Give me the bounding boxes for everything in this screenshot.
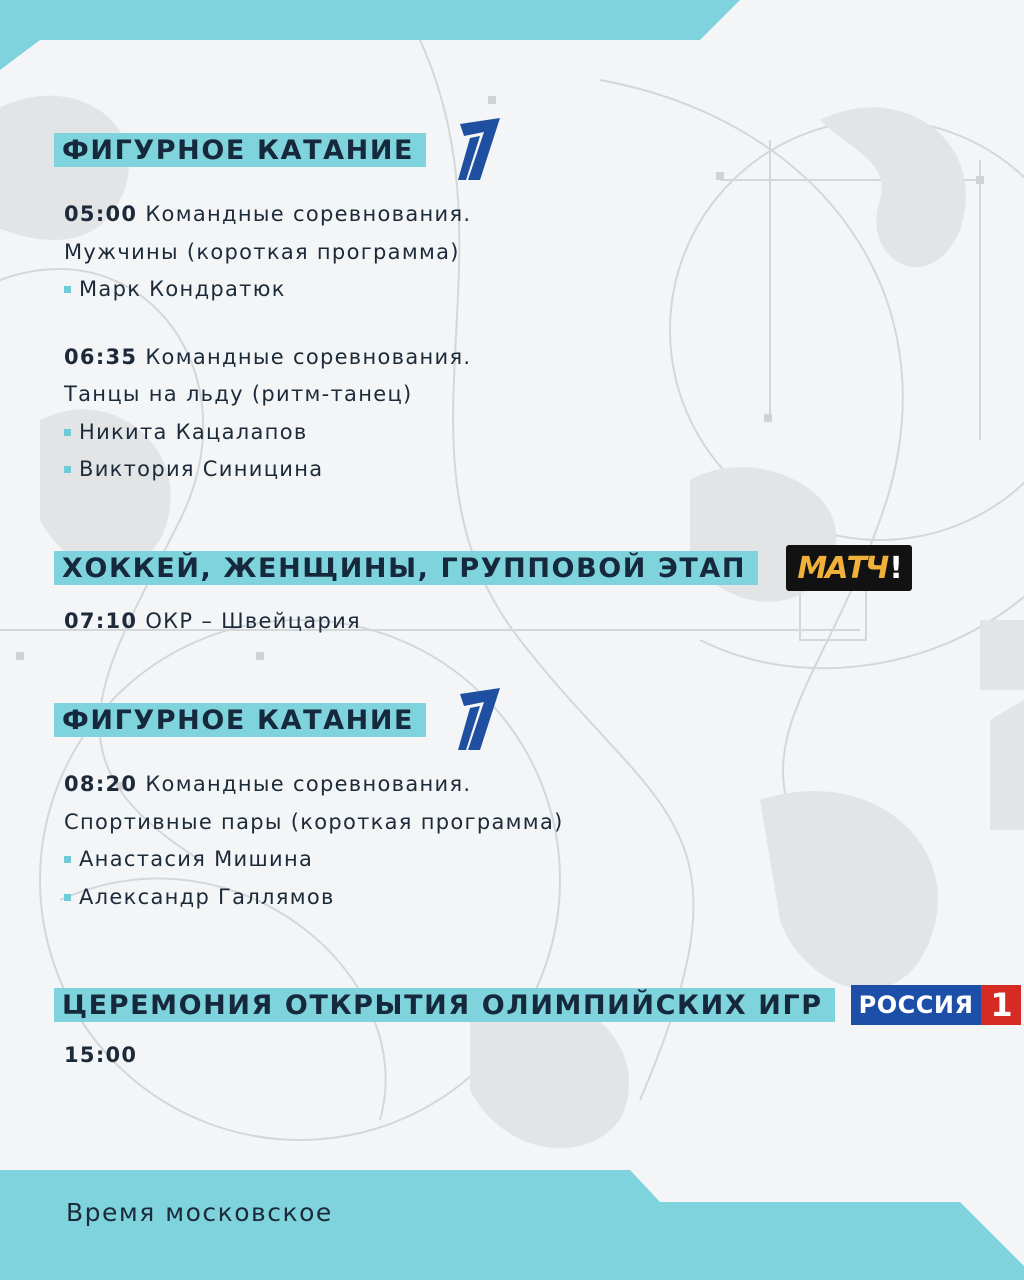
match-tv-logo (786, 545, 912, 591)
footer-note: Время московское (66, 1198, 333, 1227)
section-header (54, 545, 912, 591)
bullet-icon (64, 466, 71, 473)
section-header (54, 985, 1021, 1025)
section-opening-ceremony (54, 985, 1021, 1075)
event-list (64, 603, 912, 641)
event-subtitle: Мужчины (короткая программа) (64, 239, 460, 264)
section-figure-skating-2 (54, 688, 564, 916)
section-header (54, 688, 564, 752)
event-time-line (64, 1037, 1021, 1075)
event-list (64, 1037, 1021, 1075)
event-time-line (64, 196, 504, 234)
event-time-line (64, 603, 912, 641)
event-title: ОКР – Швейцария (145, 609, 361, 633)
event-list (64, 196, 504, 489)
bullet-icon (64, 429, 71, 436)
athlete-name: Марк Кондратюк (79, 277, 286, 301)
event-title: Командные соревнования. (145, 772, 472, 796)
channel-one-logo (450, 688, 504, 752)
event-time: 05:00 (64, 202, 138, 226)
event-subtitle: Спортивные пары (короткая программа) (64, 809, 564, 834)
athlete-item (64, 841, 564, 879)
russia-logo-text: РОССИЯ (851, 985, 982, 1025)
section-title: ФИГУРНОЕ КАТАНИЕ (54, 703, 426, 737)
section-header (54, 118, 504, 182)
event-time-line (64, 339, 504, 377)
match-logo-mark: ! (889, 550, 901, 586)
event-time: 07:10 (64, 609, 138, 633)
event-subtitle: Танцы на льду (ритм-танец) (64, 382, 413, 406)
section-title: ФИГУРНОЕ КАТАНИЕ (54, 133, 426, 167)
russia-1-logo (851, 985, 1022, 1025)
section-figure-skating-1 (54, 118, 504, 489)
russia-logo-number: 1 (981, 985, 1021, 1025)
athlete-item (64, 879, 564, 917)
event-time: 06:35 (64, 344, 138, 369)
event-time: 15:00 (64, 1043, 138, 1067)
event-time: 08:20 (64, 772, 138, 796)
section-title: ЦЕРЕМОНИЯ ОТКРЫТИЯ ОЛИМПИЙСКИХ ИГР (54, 988, 835, 1022)
athlete-name: Александр Галлямов (79, 884, 335, 909)
match-logo-text: МАТЧ (797, 550, 888, 586)
bullet-icon (64, 286, 71, 293)
bullet-icon (64, 894, 71, 901)
event-title: Командные соревнования. (145, 344, 472, 369)
athlete-name: Никита Кацалапов (79, 419, 308, 444)
athlete-name: Анастасия Мишина (79, 847, 314, 871)
section-hockey (54, 545, 912, 641)
athlete-name: Виктория Синицина (79, 457, 324, 481)
event-list (64, 766, 564, 916)
section-title: ХОККЕЙ, ЖЕНЩИНЫ, ГРУППОВОЙ ЭТАП (54, 551, 758, 585)
athlete-item (64, 451, 504, 489)
event-title: Командные соревнования. (145, 202, 472, 226)
bullet-icon (64, 856, 71, 863)
athlete-item (64, 414, 504, 452)
channel-one-logo (450, 118, 504, 182)
event-time-line (64, 766, 564, 804)
athlete-item (64, 271, 504, 309)
